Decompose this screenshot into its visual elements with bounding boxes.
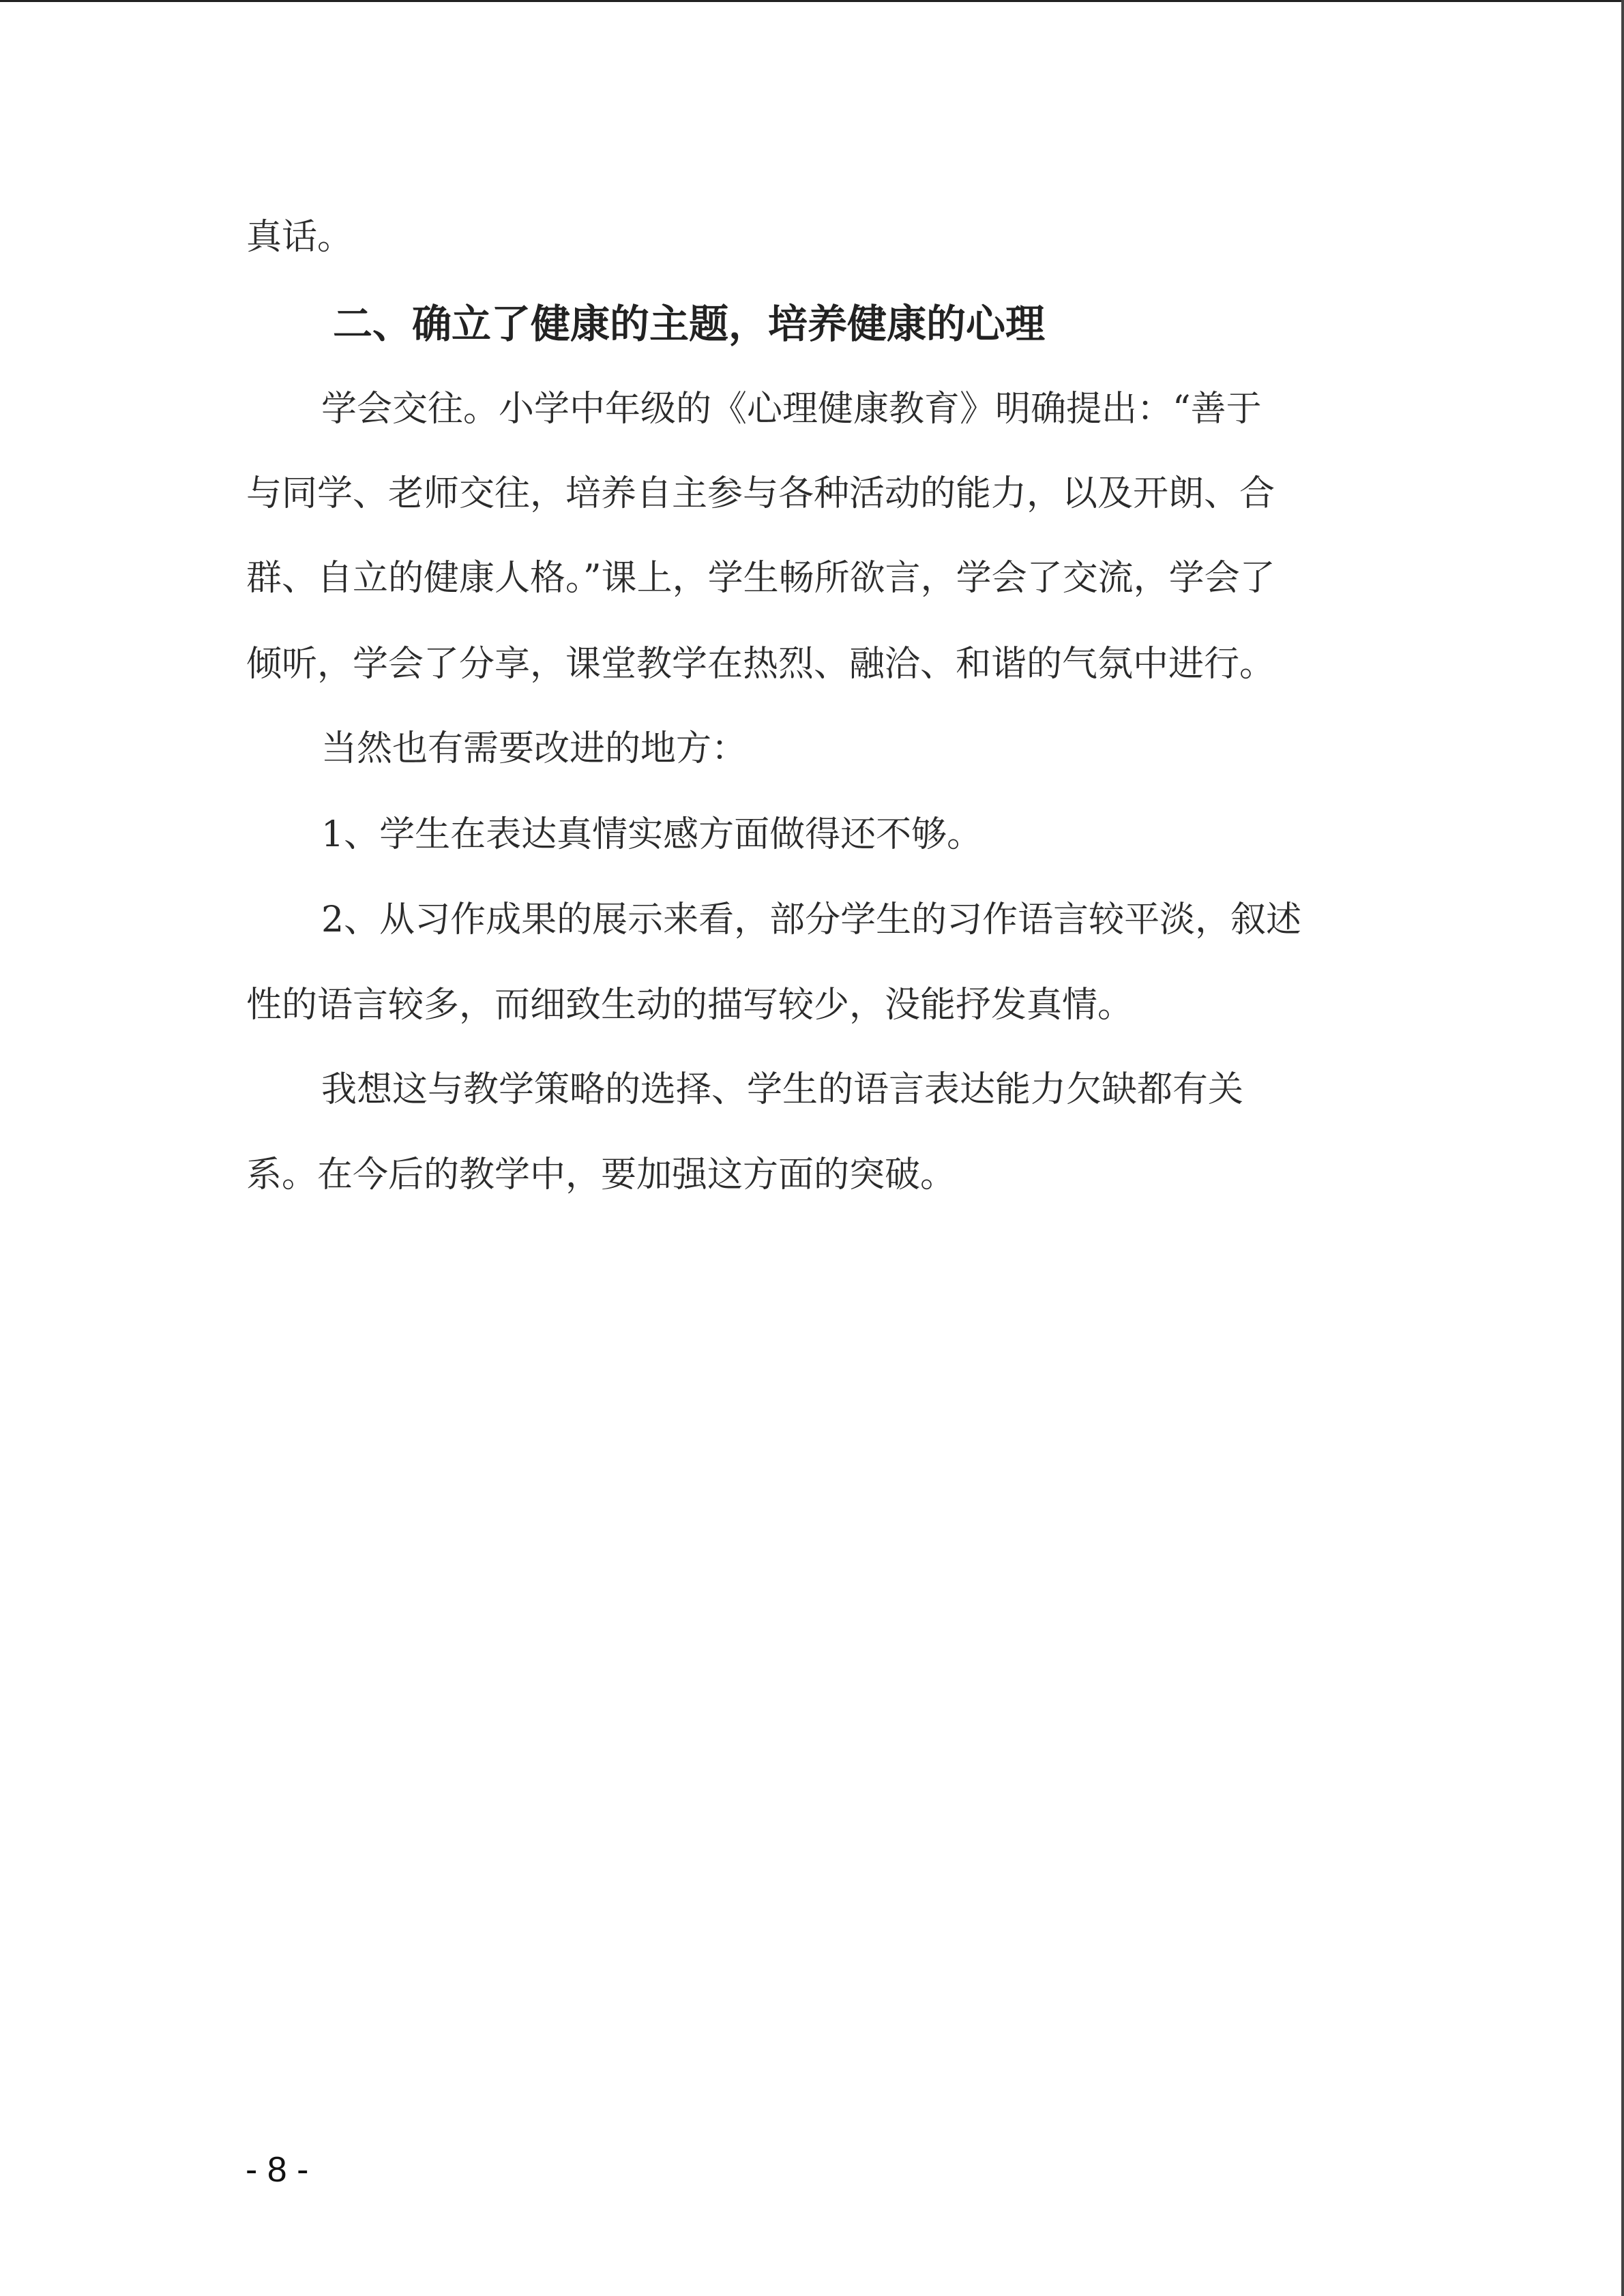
right-border <box>1621 0 1624 2296</box>
paragraph-line: 当然也有需要改进的地方： <box>321 728 748 769</box>
list-item-line: 1、学生在表达真情实感方面做得还不够。 <box>321 814 983 855</box>
page-number: - 8 - <box>246 2150 309 2190</box>
paragraph-line: 学会交往。小学中年级的《心理健康教育》明确提出：“善于 <box>321 389 1262 430</box>
paragraph-line: 系。在今后的教学中，要加强这方面的突破。 <box>246 1154 956 1195</box>
paragraph-line: 我想这与教学策略的选择、学生的语言表达能力欠缺都有关 <box>321 1069 1244 1110</box>
top-border <box>0 0 1624 2</box>
paragraph-line: 与同学、老师交往，培养自主参与各种活动的能力，以及开朗、合 <box>246 473 1275 514</box>
paragraph-line: 群、自立的健康人格。”课上，学生畅所欲言，学会了交流，学会了 <box>246 558 1275 599</box>
list-item-line: 2、从习作成果的展示来看，部分学生的习作语言较平淡，叙述 <box>321 899 1302 940</box>
paragraph-continuation-line: 真话。 <box>246 217 353 258</box>
paragraph-line: 倾听，学会了分享，课堂教学在热烈、融洽、和谐的气氛中进行。 <box>246 644 1275 685</box>
section-heading: 二、确立了健康的主题，培养健康的心理 <box>333 301 1046 347</box>
list-item-line: 性的语言较多，而细致生动的描写较少，没能抒发真情。 <box>246 985 1134 1026</box>
